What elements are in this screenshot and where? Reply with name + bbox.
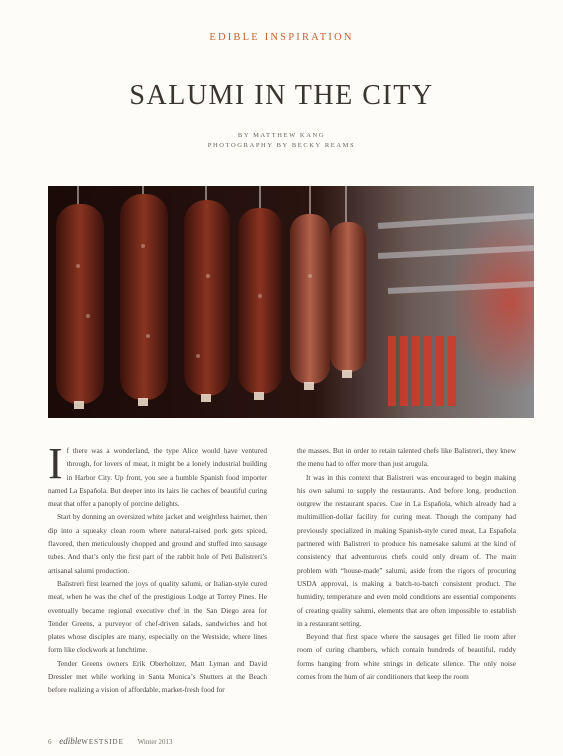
drop-cap: I <box>48 439 63 488</box>
photo-credit: PHOTOGRAPHY BY BECKY REAMS <box>207 142 356 149</box>
paragraph: Balistreri first learned the joys of quality salumi, or Italian-style cured meat, when he was the chef of the prestigious Lodge at Torrey Pines. He eventually became regional executive chef in the San Diego area for Tender Greens, a purveyor of chef-driven salads, sandwiches and hot plates whose disciples are many, especially on the Westside, where lines form like clockwork at lunchtime. <box>48 578 267 655</box>
page-footer <box>48 736 173 746</box>
paragraph: Start by donning an oversized white jacket and weightless hairnet, then dip into a squeaky clean room where natural-raised pork gets spiced, flavored, then meticulously chopped and ground and stuffed into sausage tubes. And that’s only the first part of the rabbit hole of Peti Balistreri’s artisanal salumi production. <box>48 512 267 575</box>
paragraph: If there was a wonderland, the type Alice would have ventured through, for lovers of meat, it might be a lonely industrial building in Harbor City. Up front, you see a humble Spanish food importer named La Española. But deeper into its lairs lie caches of beautiful curing meat that offer a panoply of porcine delights. <box>48 439 267 509</box>
paragraph: Tender Greens owners Erik Oberholtzer, Matt Lyman and David Dressler met while working in Santa Monica’s Shutters at the Beach before realizing a vision of affordable, market-fresh food for <box>48 658 267 695</box>
article-title: SALUMI IN THE CITY <box>129 80 434 111</box>
page-number: 6 <box>48 738 52 746</box>
section-label: EDIBLE INSPIRATION <box>209 32 354 43</box>
paragraph: It was in this context that Balistreri was encouraged to begin making his own salumi to supply the restaurants. And before long, production outgrew the restaurant spaces. Cue in La Española, which already had a multimillion-dollar facility for curing meat. Though the company had previously specialized in making Spanish-style cured meat, La Española partnered with Balistreri to produce his namesake salumi at the kind of consistency that adventurous chefs could only dream of. The main problem with “house-made” salumi, aside from the rigors of procuring USDA approval, is making a batch-to-batch consistent product. The humidity, temperature and even mold conditions are essential components of creating quality salumi, elements that are often impossible to establish in a restaurant setting. <box>297 472 516 628</box>
paragraph: the masses. But in order to retain talented chefs like Balistreri, they knew the menu had to offer more than just arugula. <box>297 446 516 469</box>
credits <box>0 131 563 151</box>
magazine-brand: edibleWESTSIDE <box>59 736 124 746</box>
article-column-1 <box>48 439 267 697</box>
hanging-salumi-image <box>48 186 534 418</box>
paragraph: Beyond that first space where the sausages get filled lie room after room of curing chambers, which contain hundreds of beautiful, ruddy forms hanging from white strings in delicate silence. The only noise comes from the hum of air conditioners that keep the room <box>297 632 516 682</box>
hero-photo <box>48 186 534 418</box>
issue-season: Winter 2013 <box>137 738 173 746</box>
byline: BY MATTHEW KANG <box>237 132 326 139</box>
article-column-2 <box>297 444 516 683</box>
